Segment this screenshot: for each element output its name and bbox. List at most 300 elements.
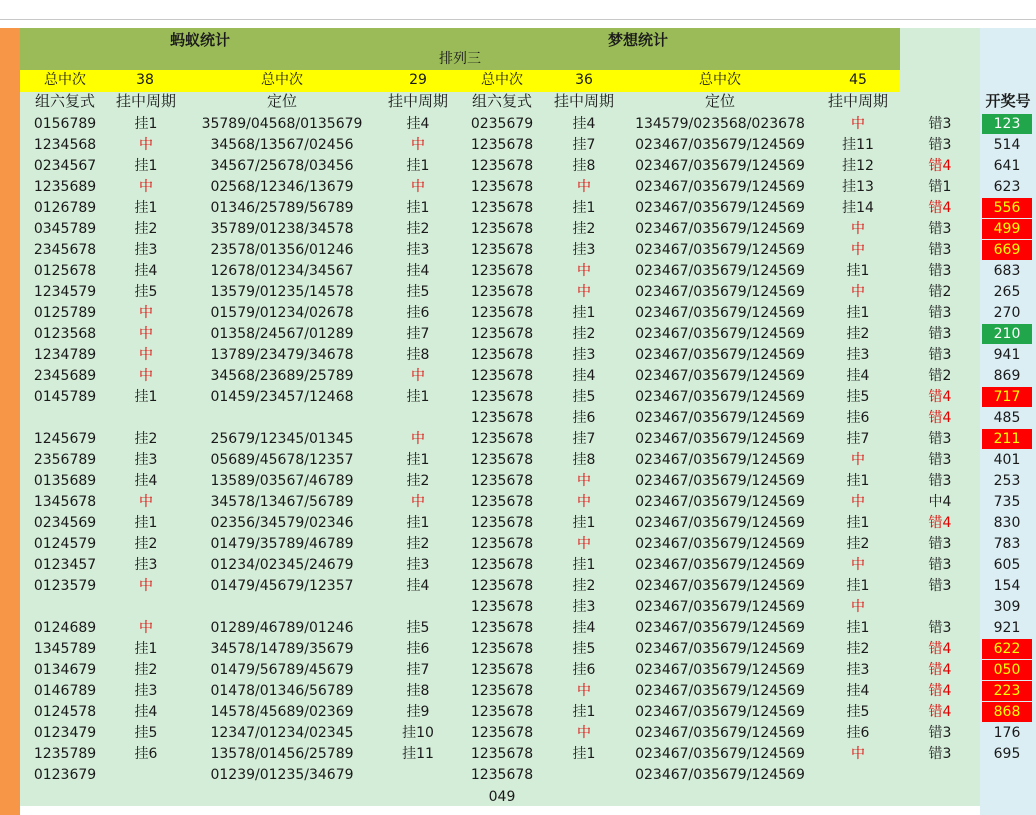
row-10-ant-dw: 01579/01234/02678 (210, 305, 354, 321)
row-23-dream-zu6-cycle: 挂2 (572, 578, 596, 594)
row-12-dream-dw: 023467/035679/124569 (635, 347, 805, 363)
row-3-ant-zu6-cycle: 挂1 (134, 158, 158, 174)
row-5-dream-zu6-cycle: 挂1 (572, 200, 596, 216)
row-5-dream-dw-cycle: 挂14 (842, 200, 874, 216)
row-8-ant-dw: 12678/01234/34567 (210, 263, 354, 279)
row-21-error-count: 错3 (928, 536, 952, 552)
row-16-draw-number: 211 (982, 429, 1032, 449)
row-7-ant-dw-cycle: 挂3 (406, 242, 430, 258)
row-5-ant-dw-cycle: 挂1 (406, 200, 430, 216)
row-24-draw-number: 309 (993, 599, 1021, 615)
row-32-dream-zu6-cycle (544, 765, 624, 786)
row-10-error-count: 错3 (928, 305, 952, 321)
row-12-ant-dw-cycle: 挂8 (406, 347, 430, 363)
row-21-ant-zu6: 0124579 (33, 536, 97, 552)
row-7-dream-dw: 023467/035679/124569 (635, 242, 805, 258)
row-13-ant-zu6: 2345689 (33, 368, 97, 384)
row-28-dream-dw-cycle: 挂4 (846, 683, 870, 699)
row-21-dream-dw: 023467/035679/124569 (635, 536, 805, 552)
row-6-draw-number: 499 (982, 219, 1032, 239)
ant-zu6-total-label: 总中次 (44, 72, 86, 88)
row-8-dream-zu6-cycle: 中 (577, 263, 591, 279)
row-11-dream-zu6: 1235678 (470, 326, 534, 342)
row-25-ant-dw-cycle: 挂5 (406, 620, 430, 636)
row-19-ant-zu6: 1345678 (33, 494, 97, 510)
row-8-dream-dw: 023467/035679/124569 (635, 263, 805, 279)
row-8-draw-number: 683 (993, 263, 1021, 279)
row-27-dream-dw: 023467/035679/124569 (635, 662, 805, 678)
row-32-dream-dw-cycle (816, 765, 900, 786)
row-26-dream-dw: 023467/035679/124569 (635, 641, 805, 657)
row-6-dream-dw: 023467/035679/124569 (635, 221, 805, 237)
row-7-draw-number: 669 (982, 240, 1032, 260)
row-24-ant-zu6 (24, 597, 106, 618)
row-20-ant-zu6-cycle: 挂1 (134, 515, 158, 531)
row-17-dream-zu6-cycle: 挂8 (572, 452, 596, 468)
row-6-ant-dw: 35789/01238/34578 (210, 221, 354, 237)
row-18-dream-zu6-cycle: 中 (577, 473, 591, 489)
row-18-draw-number: 253 (993, 473, 1021, 489)
row-27-error-count: 错4 (928, 662, 952, 678)
row-21-draw-number: 783 (993, 536, 1021, 552)
row-15-ant-dw-cycle (378, 408, 458, 429)
row-15-dream-dw-cycle: 挂6 (846, 410, 870, 426)
row-15-ant-dw (192, 408, 372, 429)
row-12-dream-zu6: 1235678 (470, 347, 534, 363)
row-10-ant-zu6: 0125789 (33, 305, 97, 321)
row-6-dream-dw-cycle: 中 (851, 221, 865, 237)
row-4-ant-zu6-cycle: 中 (139, 179, 153, 195)
row-27-ant-zu6: 0134679 (33, 662, 97, 678)
row-14-dream-zu6-cycle: 挂5 (572, 389, 596, 405)
row-17-error-count: 错3 (928, 452, 952, 468)
row-3-ant-dw-cycle: 挂1 (406, 158, 430, 174)
row-17-ant-zu6: 2356789 (33, 452, 97, 468)
row-2-ant-zu6-cycle: 中 (139, 137, 153, 153)
row-19-dream-zu6: 1235678 (470, 494, 534, 510)
row-21-ant-zu6-cycle: 挂2 (134, 536, 158, 552)
row-7-ant-zu6: 2345678 (33, 242, 97, 258)
row-21-ant-dw-cycle: 挂2 (406, 536, 430, 552)
row-4-dream-dw-cycle: 挂13 (842, 179, 874, 195)
row-23-dream-dw: 023467/035679/124569 (635, 578, 805, 594)
row-7-dream-zu6-cycle: 挂3 (572, 242, 596, 258)
row-14-ant-zu6-cycle: 挂1 (134, 389, 158, 405)
dream-zu6-total-label: 总中次 (481, 72, 523, 88)
row-18-dream-dw: 023467/035679/124569 (635, 473, 805, 489)
row-6-ant-dw-cycle: 挂2 (406, 221, 430, 237)
row-4-ant-dw: 02568/12346/13679 (210, 179, 354, 195)
row-3-ant-dw: 34567/25678/03456 (210, 158, 354, 174)
row-22-ant-dw-cycle: 挂3 (406, 557, 430, 573)
row-31-ant-dw: 13578/01456/25789 (210, 746, 354, 762)
row-6-error-count: 错3 (928, 221, 952, 237)
row-27-ant-dw-cycle: 挂7 (406, 662, 430, 678)
row-4-ant-zu6: 1235689 (33, 179, 97, 195)
row-1-dream-dw-cycle: 中 (851, 116, 865, 132)
row-27-dream-zu6-cycle: 挂6 (572, 662, 596, 678)
row-9-ant-dw: 13579/01235/14578 (210, 284, 354, 300)
row-4-dream-zu6-cycle: 中 (577, 179, 591, 195)
row-28-ant-dw-cycle: 挂8 (406, 683, 430, 699)
row-32-dream-zu6: 1235678 (470, 767, 534, 783)
row-12-dream-dw-cycle: 挂3 (846, 347, 870, 363)
row-10-dream-dw-cycle: 挂1 (846, 305, 870, 321)
row-11-ant-dw-cycle: 挂7 (406, 326, 430, 342)
dream-stats-title: 梦想统计 (607, 31, 668, 49)
row-7-error-count: 错3 (928, 242, 952, 258)
row-2-ant-dw-cycle: 中 (411, 137, 425, 153)
row-10-dream-zu6: 1235678 (470, 305, 534, 321)
row-10-ant-dw-cycle: 挂6 (406, 305, 430, 321)
row-29-dream-zu6: 1235678 (470, 704, 534, 720)
row-9-ant-dw-cycle: 挂5 (406, 284, 430, 300)
row-1-ant-zu6-cycle: 挂1 (134, 116, 158, 132)
row-16-ant-zu6-cycle: 挂2 (134, 431, 158, 447)
row-26-draw-number: 622 (982, 639, 1032, 659)
col-ant-dw: 定位 (266, 92, 297, 110)
dream-zu6-total-value: 36 (575, 72, 593, 88)
row-6-dream-zu6: 1235678 (470, 221, 534, 237)
row-11-dream-zu6-cycle: 挂2 (572, 326, 596, 342)
row-21-dream-dw-cycle: 挂2 (846, 536, 870, 552)
row-22-dream-dw-cycle: 中 (851, 557, 865, 573)
row-15-draw-number: 485 (993, 410, 1021, 426)
col-draw-number: 开奖号 (985, 92, 1031, 110)
row-14-dream-dw: 023467/035679/124569 (635, 389, 805, 405)
row-3-dream-dw-cycle: 挂12 (842, 158, 874, 174)
row-31-dream-dw: 023467/035679/124569 (635, 746, 805, 762)
row-8-ant-zu6-cycle: 挂4 (134, 263, 158, 279)
row-26-ant-dw: 34578/14789/35679 (210, 641, 354, 657)
row-30-ant-zu6: 0123479 (33, 725, 97, 741)
row-23-ant-dw: 01479/45679/12357 (210, 578, 354, 594)
row-19-dream-dw: 023467/035679/124569 (635, 494, 805, 510)
row-20-ant-dw-cycle: 挂1 (406, 515, 430, 531)
row-17-draw-number: 401 (993, 452, 1021, 468)
row-20-ant-zu6: 0234569 (33, 515, 97, 531)
row-7-ant-dw: 23578/01356/01246 (210, 242, 354, 258)
row-30-ant-dw: 12347/01234/02345 (210, 725, 354, 741)
row-1-error-count: 错3 (928, 116, 952, 132)
row-29-dream-dw-cycle: 挂5 (846, 704, 870, 720)
row-23-ant-zu6-cycle: 中 (139, 578, 153, 594)
row-19-ant-zu6-cycle: 中 (139, 494, 153, 510)
row-6-ant-zu6-cycle: 挂2 (134, 221, 158, 237)
row-27-draw-number: 050 (982, 660, 1032, 680)
row-30-dream-zu6-cycle: 中 (577, 725, 591, 741)
row-2-dream-zu6: 1235678 (470, 137, 534, 153)
row-29-dream-zu6-cycle: 挂1 (572, 704, 596, 720)
ant-dw-total-label: 总中次 (261, 72, 303, 88)
row-16-error-count: 错3 (928, 431, 952, 447)
row-18-error-count: 错3 (928, 473, 952, 489)
row-22-dream-zu6-cycle: 挂1 (572, 557, 596, 573)
row-22-draw-number: 605 (993, 557, 1021, 573)
row-17-dream-dw: 023467/035679/124569 (635, 452, 805, 468)
row-9-ant-zu6-cycle: 挂5 (134, 284, 158, 300)
row-28-dream-dw: 023467/035679/124569 (635, 683, 805, 699)
row-21-dream-zu6-cycle: 中 (577, 536, 591, 552)
row-12-draw-number: 941 (993, 347, 1021, 363)
row-17-dream-zu6: 1235678 (470, 452, 534, 468)
dream-dw-total-label: 总中次 (699, 72, 741, 88)
row-15-dream-dw: 023467/035679/124569 (635, 410, 805, 426)
row-28-ant-zu6: 0146789 (33, 683, 97, 699)
row-19-ant-dw-cycle: 中 (411, 494, 425, 510)
row-28-ant-zu6-cycle: 挂3 (134, 683, 158, 699)
row-29-ant-dw: 14578/45689/02369 (210, 704, 354, 720)
row-11-ant-dw: 01358/24567/01289 (210, 326, 354, 342)
row-29-dream-dw: 023467/035679/124569 (635, 704, 805, 720)
row-10-dream-zu6-cycle: 挂1 (572, 305, 596, 321)
row-19-ant-dw: 34578/13467/56789 (210, 494, 354, 510)
row-24-ant-zu6-cycle (106, 597, 186, 618)
row-20-dream-zu6: 1235678 (470, 515, 534, 531)
row-13-ant-dw-cycle: 中 (411, 368, 425, 384)
row-25-ant-dw: 01289/46789/01246 (210, 620, 354, 636)
row-13-dream-dw: 023467/035679/124569 (635, 368, 805, 384)
row-29-draw-number: 868 (982, 702, 1032, 722)
row-26-dream-zu6: 1235678 (470, 641, 534, 657)
row-4-error-count: 错1 (928, 179, 952, 195)
row-26-dream-zu6-cycle: 挂5 (572, 641, 596, 657)
row-18-ant-dw-cycle: 挂2 (406, 473, 430, 489)
col-ant-zu6: 组六复式 (34, 92, 95, 110)
row-12-ant-dw: 13789/23479/34678 (210, 347, 354, 363)
row-9-ant-zu6: 1234579 (33, 284, 97, 300)
row-20-dream-dw-cycle: 挂1 (846, 515, 870, 531)
row-15-ant-zu6-cycle (106, 408, 186, 429)
row-19-error-count: 中4 (928, 494, 952, 510)
row-29-ant-zu6-cycle: 挂4 (134, 704, 158, 720)
row-26-error-count: 错4 (928, 641, 952, 657)
row-13-error-count: 错2 (928, 368, 952, 384)
row-20-dream-zu6-cycle: 挂1 (572, 515, 596, 531)
row-9-dream-dw-cycle: 中 (851, 284, 865, 300)
row-4-draw-number: 623 (993, 179, 1021, 195)
row-25-dream-zu6: 1235678 (470, 620, 534, 636)
row-6-ant-zu6: 0345789 (33, 221, 97, 237)
row-26-dream-dw-cycle: 挂2 (846, 641, 870, 657)
row-15-dream-zu6-cycle: 挂6 (572, 410, 596, 426)
row-14-dream-zu6: 1235678 (470, 389, 534, 405)
row-8-ant-zu6: 0125678 (33, 263, 97, 279)
row-31-dream-dw-cycle: 中 (851, 746, 865, 762)
row-16-dream-dw: 023467/035679/124569 (635, 431, 805, 447)
row-16-dream-dw-cycle: 挂7 (846, 431, 870, 447)
row-18-ant-zu6-cycle: 挂4 (134, 473, 158, 489)
row-11-dream-dw: 023467/035679/124569 (635, 326, 805, 342)
row-17-ant-dw: 05689/45678/12357 (210, 452, 354, 468)
row-22-ant-zu6: 0123457 (33, 557, 97, 573)
row-31-dream-zu6: 1235678 (470, 746, 534, 762)
row-14-ant-zu6: 0145789 (33, 389, 97, 405)
col-dream-dw-cycle: 挂中周期 (827, 92, 888, 110)
row-5-ant-dw: 01346/25789/56789 (210, 200, 354, 216)
row-29-ant-zu6: 0124578 (33, 704, 97, 720)
row-24-dream-zu6-cycle: 挂3 (572, 599, 596, 615)
row-28-draw-number: 223 (982, 681, 1032, 701)
col-dream-dw: 定位 (704, 92, 735, 110)
col-dream-zu6: 组六复式 (471, 92, 532, 110)
row-26-ant-zu6-cycle: 挂1 (134, 641, 158, 657)
row-27-dream-dw-cycle: 挂3 (846, 662, 870, 678)
ant-zu6-total-value: 38 (136, 72, 154, 88)
row-27-ant-dw: 01479/56789/45679 (210, 662, 354, 678)
row-16-ant-zu6: 1245679 (33, 431, 97, 447)
row-3-dream-dw: 023467/035679/124569 (635, 158, 805, 174)
next-issue-number: 049 (488, 789, 516, 805)
row-6-dream-zu6-cycle: 挂2 (572, 221, 596, 237)
row-9-draw-number: 265 (993, 284, 1021, 300)
row-7-ant-zu6-cycle: 挂3 (134, 242, 158, 258)
row-22-ant-zu6-cycle: 挂3 (134, 557, 158, 573)
row-2-dream-dw: 023467/035679/124569 (635, 137, 805, 153)
row-8-dream-zu6: 1235678 (470, 263, 534, 279)
row-32-dream-dw: 023467/035679/124569 (635, 767, 805, 783)
row-9-dream-zu6-cycle: 中 (577, 284, 591, 300)
row-5-error-count: 错4 (928, 200, 952, 216)
row-8-error-count: 错3 (928, 263, 952, 279)
row-14-ant-dw-cycle: 挂1 (406, 389, 430, 405)
row-23-ant-zu6: 0123579 (33, 578, 97, 594)
row-23-draw-number: 154 (993, 578, 1021, 594)
row-4-dream-zu6: 1235678 (470, 179, 534, 195)
row-30-dream-zu6: 1235678 (470, 725, 534, 741)
row-30-draw-number: 176 (993, 725, 1021, 741)
row-3-dream-zu6-cycle: 挂8 (572, 158, 596, 174)
row-9-error-count: 错2 (928, 284, 952, 300)
row-12-error-count: 错3 (928, 347, 952, 363)
row-17-ant-zu6-cycle: 挂3 (134, 452, 158, 468)
row-1-ant-zu6: 0156789 (33, 116, 97, 132)
row-24-dream-zu6: 1235678 (470, 599, 534, 615)
row-2-ant-zu6: 1234568 (33, 137, 97, 153)
col-ant-zu6-cycle: 挂中周期 (115, 92, 176, 110)
row-25-dream-dw-cycle: 挂1 (846, 620, 870, 636)
row-2-dream-dw-cycle: 挂11 (842, 137, 874, 153)
row-5-dream-dw: 023467/035679/124569 (635, 200, 805, 216)
row-25-ant-zu6-cycle: 中 (139, 620, 153, 636)
row-31-dream-zu6-cycle: 挂1 (572, 746, 596, 762)
row-9-dream-zu6: 1235678 (470, 284, 534, 300)
row-16-dream-zu6-cycle: 挂7 (572, 431, 596, 447)
row-29-error-count: 错4 (928, 704, 952, 720)
row-23-error-count: 错3 (928, 578, 952, 594)
row-2-ant-dw: 34568/13567/02456 (210, 137, 354, 153)
row-13-draw-number: 869 (993, 368, 1021, 384)
row-20-ant-dw: 02356/34579/02346 (210, 515, 354, 531)
row-2-error-count: 错3 (928, 137, 952, 153)
row-26-ant-zu6: 1345789 (33, 641, 97, 657)
row-1-ant-dw-cycle: 挂4 (406, 116, 430, 132)
row-11-draw-number: 210 (982, 324, 1032, 344)
row-15-dream-zu6: 1235678 (470, 410, 534, 426)
row-22-error-count: 错3 (928, 557, 952, 573)
row-32-error-count (900, 765, 980, 786)
row-13-dream-zu6-cycle: 挂4 (572, 368, 596, 384)
row-5-ant-zu6: 0126789 (33, 200, 97, 216)
row-17-dream-dw-cycle: 中 (851, 452, 865, 468)
row-1-ant-dw: 35789/04568/0135679 (201, 116, 363, 132)
row-32-ant-zu6-cycle (106, 765, 186, 786)
row-25-dream-dw: 023467/035679/124569 (635, 620, 805, 636)
row-3-ant-zu6: 0234567 (33, 158, 97, 174)
row-3-draw-number: 641 (993, 158, 1021, 174)
row-5-draw-number: 556 (982, 198, 1032, 218)
row-11-ant-zu6: 0123568 (33, 326, 97, 342)
row-13-dream-dw-cycle: 挂4 (846, 368, 870, 384)
row-11-dream-dw-cycle: 挂2 (846, 326, 870, 342)
row-24-error-count (900, 597, 980, 618)
row-28-ant-dw: 01478/01346/56789 (210, 683, 354, 699)
row-14-draw-number: 717 (982, 387, 1032, 407)
row-27-ant-zu6-cycle: 挂2 (134, 662, 158, 678)
row-13-dream-zu6: 1235678 (470, 368, 534, 384)
row-24-ant-dw-cycle (378, 597, 458, 618)
row-21-ant-dw: 01479/35789/46789 (210, 536, 354, 552)
dream-dw-total-value: 45 (849, 72, 867, 88)
lottery-subtitle: 排列三 (439, 51, 481, 67)
row-22-ant-dw: 01234/02345/24679 (210, 557, 354, 573)
row-27-dream-zu6: 1235678 (470, 662, 534, 678)
row-23-dream-dw-cycle: 挂1 (846, 578, 870, 594)
row-11-ant-zu6-cycle: 中 (139, 326, 153, 342)
row-8-ant-dw-cycle: 挂4 (406, 263, 430, 279)
row-12-ant-zu6-cycle: 中 (139, 347, 153, 363)
row-14-error-count: 错4 (928, 389, 952, 405)
row-32-draw-number (982, 765, 1032, 785)
row-25-error-count: 错3 (928, 620, 952, 636)
row-19-dream-zu6-cycle: 中 (577, 494, 591, 510)
row-1-draw-number: 123 (982, 114, 1032, 134)
row-18-dream-dw-cycle: 挂1 (846, 473, 870, 489)
row-13-ant-zu6-cycle: 中 (139, 368, 153, 384)
row-7-dream-zu6: 1235678 (470, 242, 534, 258)
row-31-error-count: 错3 (928, 746, 952, 762)
row-31-ant-dw-cycle: 挂11 (402, 746, 434, 762)
ant-stats-title: 蚂蚁统计 (169, 31, 230, 49)
row-24-ant-dw (192, 597, 372, 618)
row-18-ant-dw: 13589/03567/46789 (210, 473, 354, 489)
row-30-dream-dw-cycle: 挂6 (846, 725, 870, 741)
row-20-draw-number: 830 (993, 515, 1021, 531)
row-14-ant-dw: 01459/23457/12468 (210, 389, 354, 405)
row-1-dream-zu6: 0235679 (470, 116, 534, 132)
row-32-ant-dw: 01239/01235/34679 (210, 767, 354, 783)
row-4-dream-dw: 023467/035679/124569 (635, 179, 805, 195)
row-3-dream-zu6: 1235678 (470, 158, 534, 174)
row-29-ant-dw-cycle: 挂9 (406, 704, 430, 720)
row-22-dream-dw: 023467/035679/124569 (635, 557, 805, 573)
row-14-dream-dw-cycle: 挂5 (846, 389, 870, 405)
row-9-dream-dw: 023467/035679/124569 (635, 284, 805, 300)
row-28-dream-zu6-cycle: 中 (577, 683, 591, 699)
row-11-error-count: 错3 (928, 326, 952, 342)
row-20-dream-dw: 023467/035679/124569 (635, 515, 805, 531)
row-7-dream-dw-cycle: 中 (851, 242, 865, 258)
row-25-dream-zu6-cycle: 挂4 (572, 620, 596, 636)
row-12-ant-zu6: 1234789 (33, 347, 97, 363)
row-5-ant-zu6-cycle: 挂1 (134, 200, 158, 216)
row-16-ant-dw-cycle: 中 (411, 431, 425, 447)
left-orange-bar (0, 28, 20, 815)
row-31-draw-number: 695 (993, 746, 1021, 762)
row-8-dream-dw-cycle: 挂1 (846, 263, 870, 279)
row-18-ant-zu6: 0135689 (33, 473, 97, 489)
row-25-draw-number: 921 (993, 620, 1021, 636)
